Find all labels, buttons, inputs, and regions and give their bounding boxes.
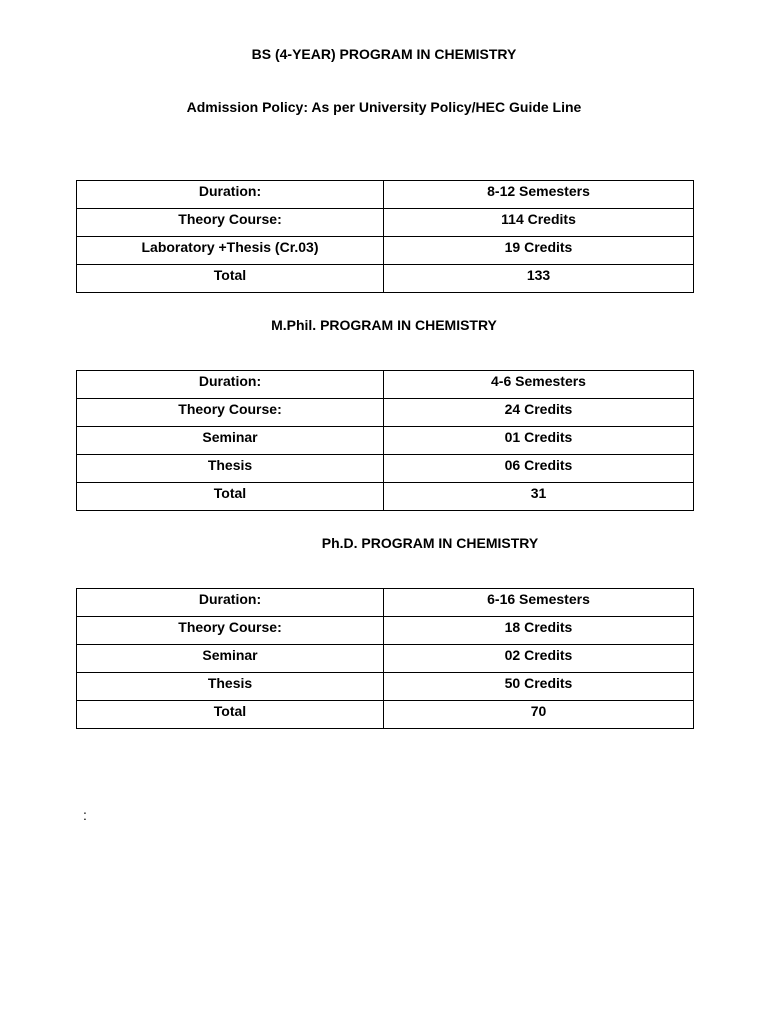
- bs-program-table: [76, 180, 694, 293]
- row-value: 06 Credits: [384, 455, 694, 483]
- mphil-program-title: M.Phil. PROGRAM IN CHEMISTRY: [271, 317, 497, 333]
- table-row: [77, 617, 694, 645]
- row-value: 70: [384, 701, 694, 729]
- table-row: [77, 455, 694, 483]
- table-row: [77, 589, 694, 617]
- admission-policy-text: Admission Policy: As per University Policy/HEC Guide Line: [186, 99, 582, 115]
- row-label: Duration:: [77, 371, 384, 399]
- row-label: Seminar: [77, 427, 384, 455]
- row-value: 50 Credits: [384, 673, 694, 701]
- table-row: [77, 237, 694, 265]
- table-row: [77, 399, 694, 427]
- row-label: Total: [77, 265, 384, 293]
- row-label: Thesis: [77, 673, 384, 701]
- table-row: [77, 181, 694, 209]
- row-label: Total: [77, 483, 384, 511]
- row-value: 114 Credits: [384, 209, 694, 237]
- table-row: [77, 427, 694, 455]
- table-row: [77, 645, 694, 673]
- row-label: Total: [77, 701, 384, 729]
- row-label: Theory Course:: [77, 209, 384, 237]
- row-label: Thesis: [77, 455, 384, 483]
- table-row: [77, 209, 694, 237]
- row-value: 4-6 Semesters: [384, 371, 694, 399]
- row-label: Theory Course:: [77, 617, 384, 645]
- phd-program-title: Ph.D. PROGRAM IN CHEMISTRY: [321, 535, 539, 551]
- mphil-program-table: [76, 370, 694, 511]
- table-row: [77, 265, 694, 293]
- row-value: 19 Credits: [384, 237, 694, 265]
- table-row: [77, 371, 694, 399]
- row-label: Seminar: [77, 645, 384, 673]
- table-row: [77, 673, 694, 701]
- row-label: Laboratory +Thesis (Cr.03): [77, 237, 384, 265]
- row-value: 01 Credits: [384, 427, 694, 455]
- row-value: 24 Credits: [384, 399, 694, 427]
- row-value: 18 Credits: [384, 617, 694, 645]
- stray-colon-mark: :: [83, 807, 87, 823]
- row-value: 133: [384, 265, 694, 293]
- row-value: 02 Credits: [384, 645, 694, 673]
- bs-program-title: BS (4-YEAR) PROGRAM IN CHEMISTRY: [251, 46, 517, 62]
- row-value: 8-12 Semesters: [384, 181, 694, 209]
- row-label: Theory Course:: [77, 399, 384, 427]
- table-row: [77, 701, 694, 729]
- row-value: 31: [384, 483, 694, 511]
- phd-program-table: [76, 588, 694, 729]
- table-row: [77, 483, 694, 511]
- row-value: 6-16 Semesters: [384, 589, 694, 617]
- row-label: Duration:: [77, 589, 384, 617]
- row-label: Duration:: [77, 181, 384, 209]
